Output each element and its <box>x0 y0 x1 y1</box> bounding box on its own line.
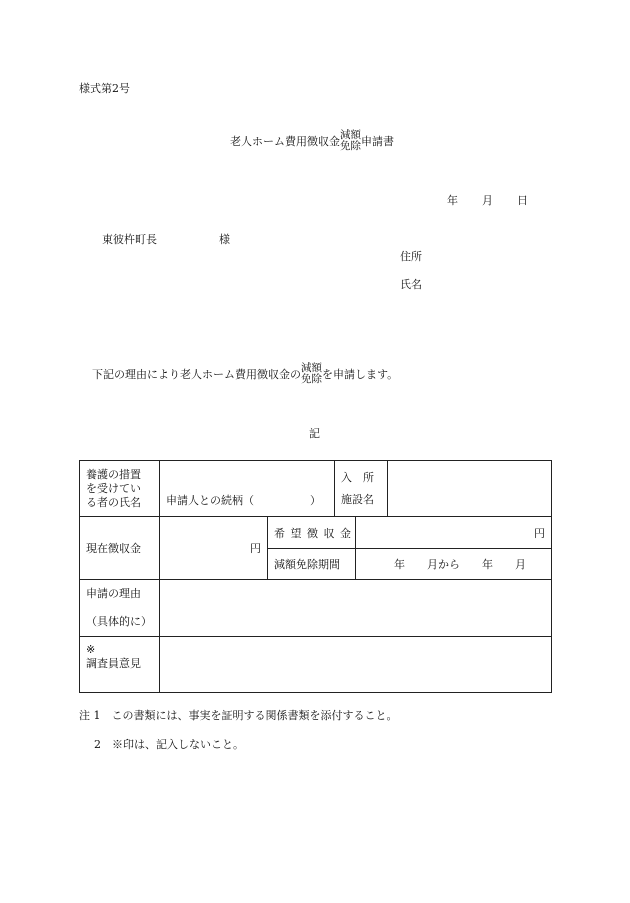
request-stacked-top: 減額 <box>301 362 322 374</box>
person-label-line-1: 養護の措置 <box>86 467 141 481</box>
title-stacked-bottom: 免除 <box>340 140 361 152</box>
facility-label-cell <box>335 461 388 517</box>
applicant-address-label: 住所 <box>400 250 422 263</box>
ki-heading: 記 <box>309 427 320 440</box>
date-month-label: 月 <box>482 194 493 207</box>
period-value-cell[interactable]: 年 月から 年 月 <box>356 549 552 580</box>
request-stacked-bottom: 免除 <box>301 373 322 385</box>
addressee-name: 東彼杵町長 <box>102 233 157 246</box>
current-fee-yen: 円 <box>250 542 261 555</box>
title-stacked-choice <box>340 130 361 152</box>
form-number: 様式第2号 <box>79 82 130 95</box>
period-label-cell: 減額免除期間 <box>268 549 356 580</box>
current-fee-value-cell[interactable] <box>160 517 268 580</box>
addressee-honorific: 様 <box>219 233 230 246</box>
person-name-cell[interactable] <box>160 461 335 517</box>
investigator-value-cell[interactable] <box>160 637 552 693</box>
desired-fee-value-cell[interactable] <box>356 517 552 549</box>
document-title <box>230 130 394 152</box>
facility-name-cell[interactable] <box>388 461 552 517</box>
date-year-label: 年 <box>447 194 458 207</box>
date-day-label: 日 <box>517 194 528 207</box>
reason-label-cell <box>80 580 160 637</box>
relation-close: ） <box>310 494 321 507</box>
row-fee-desired <box>80 517 552 549</box>
reason-label-line-2: （具体的に） <box>86 615 152 628</box>
request-stacked-choice <box>301 363 322 385</box>
facility-label-bottom: 施設名 <box>341 492 374 506</box>
request-sentence <box>92 363 398 385</box>
title-before: 老人ホーム費用徴収金 <box>230 135 340 148</box>
investigator-label-cell <box>80 637 160 693</box>
note-1: 注 1 この書類には、事実を証明する関係書類を添付すること。 <box>79 709 398 722</box>
title-after: 申請書 <box>361 135 394 148</box>
person-label-line-3: る者の氏名 <box>86 495 141 509</box>
row-investigator <box>80 637 552 693</box>
row-person <box>80 461 552 517</box>
request-after: を申請します。 <box>322 368 399 381</box>
investigator-mark: ※ <box>86 643 96 656</box>
person-label-cell <box>80 461 160 517</box>
investigator-label: 調査員意見 <box>86 657 141 670</box>
relation-label: 申請人との続柄（ <box>166 494 254 507</box>
current-fee-label-cell: 現在徴収金 <box>80 517 160 580</box>
reason-label-line-1: 申請の理由 <box>86 587 141 600</box>
row-reason <box>80 580 552 637</box>
desired-fee-label-cell: 希 望 徴 収 金 <box>268 517 356 549</box>
person-label-line-2: を受けてい <box>86 481 141 495</box>
request-before: 下記の理由により老人ホーム費用徴収金の <box>92 368 301 381</box>
facility-label-top: 入 所 <box>341 470 374 484</box>
reason-value-cell[interactable] <box>160 580 552 637</box>
applicant-name-label: 氏名 <box>400 278 422 291</box>
title-stacked-top: 減額 <box>340 129 361 141</box>
note-2: 2 ※印は、記入しないこと。 <box>94 738 244 751</box>
application-table <box>79 460 552 693</box>
desired-fee-yen: 円 <box>534 526 545 540</box>
